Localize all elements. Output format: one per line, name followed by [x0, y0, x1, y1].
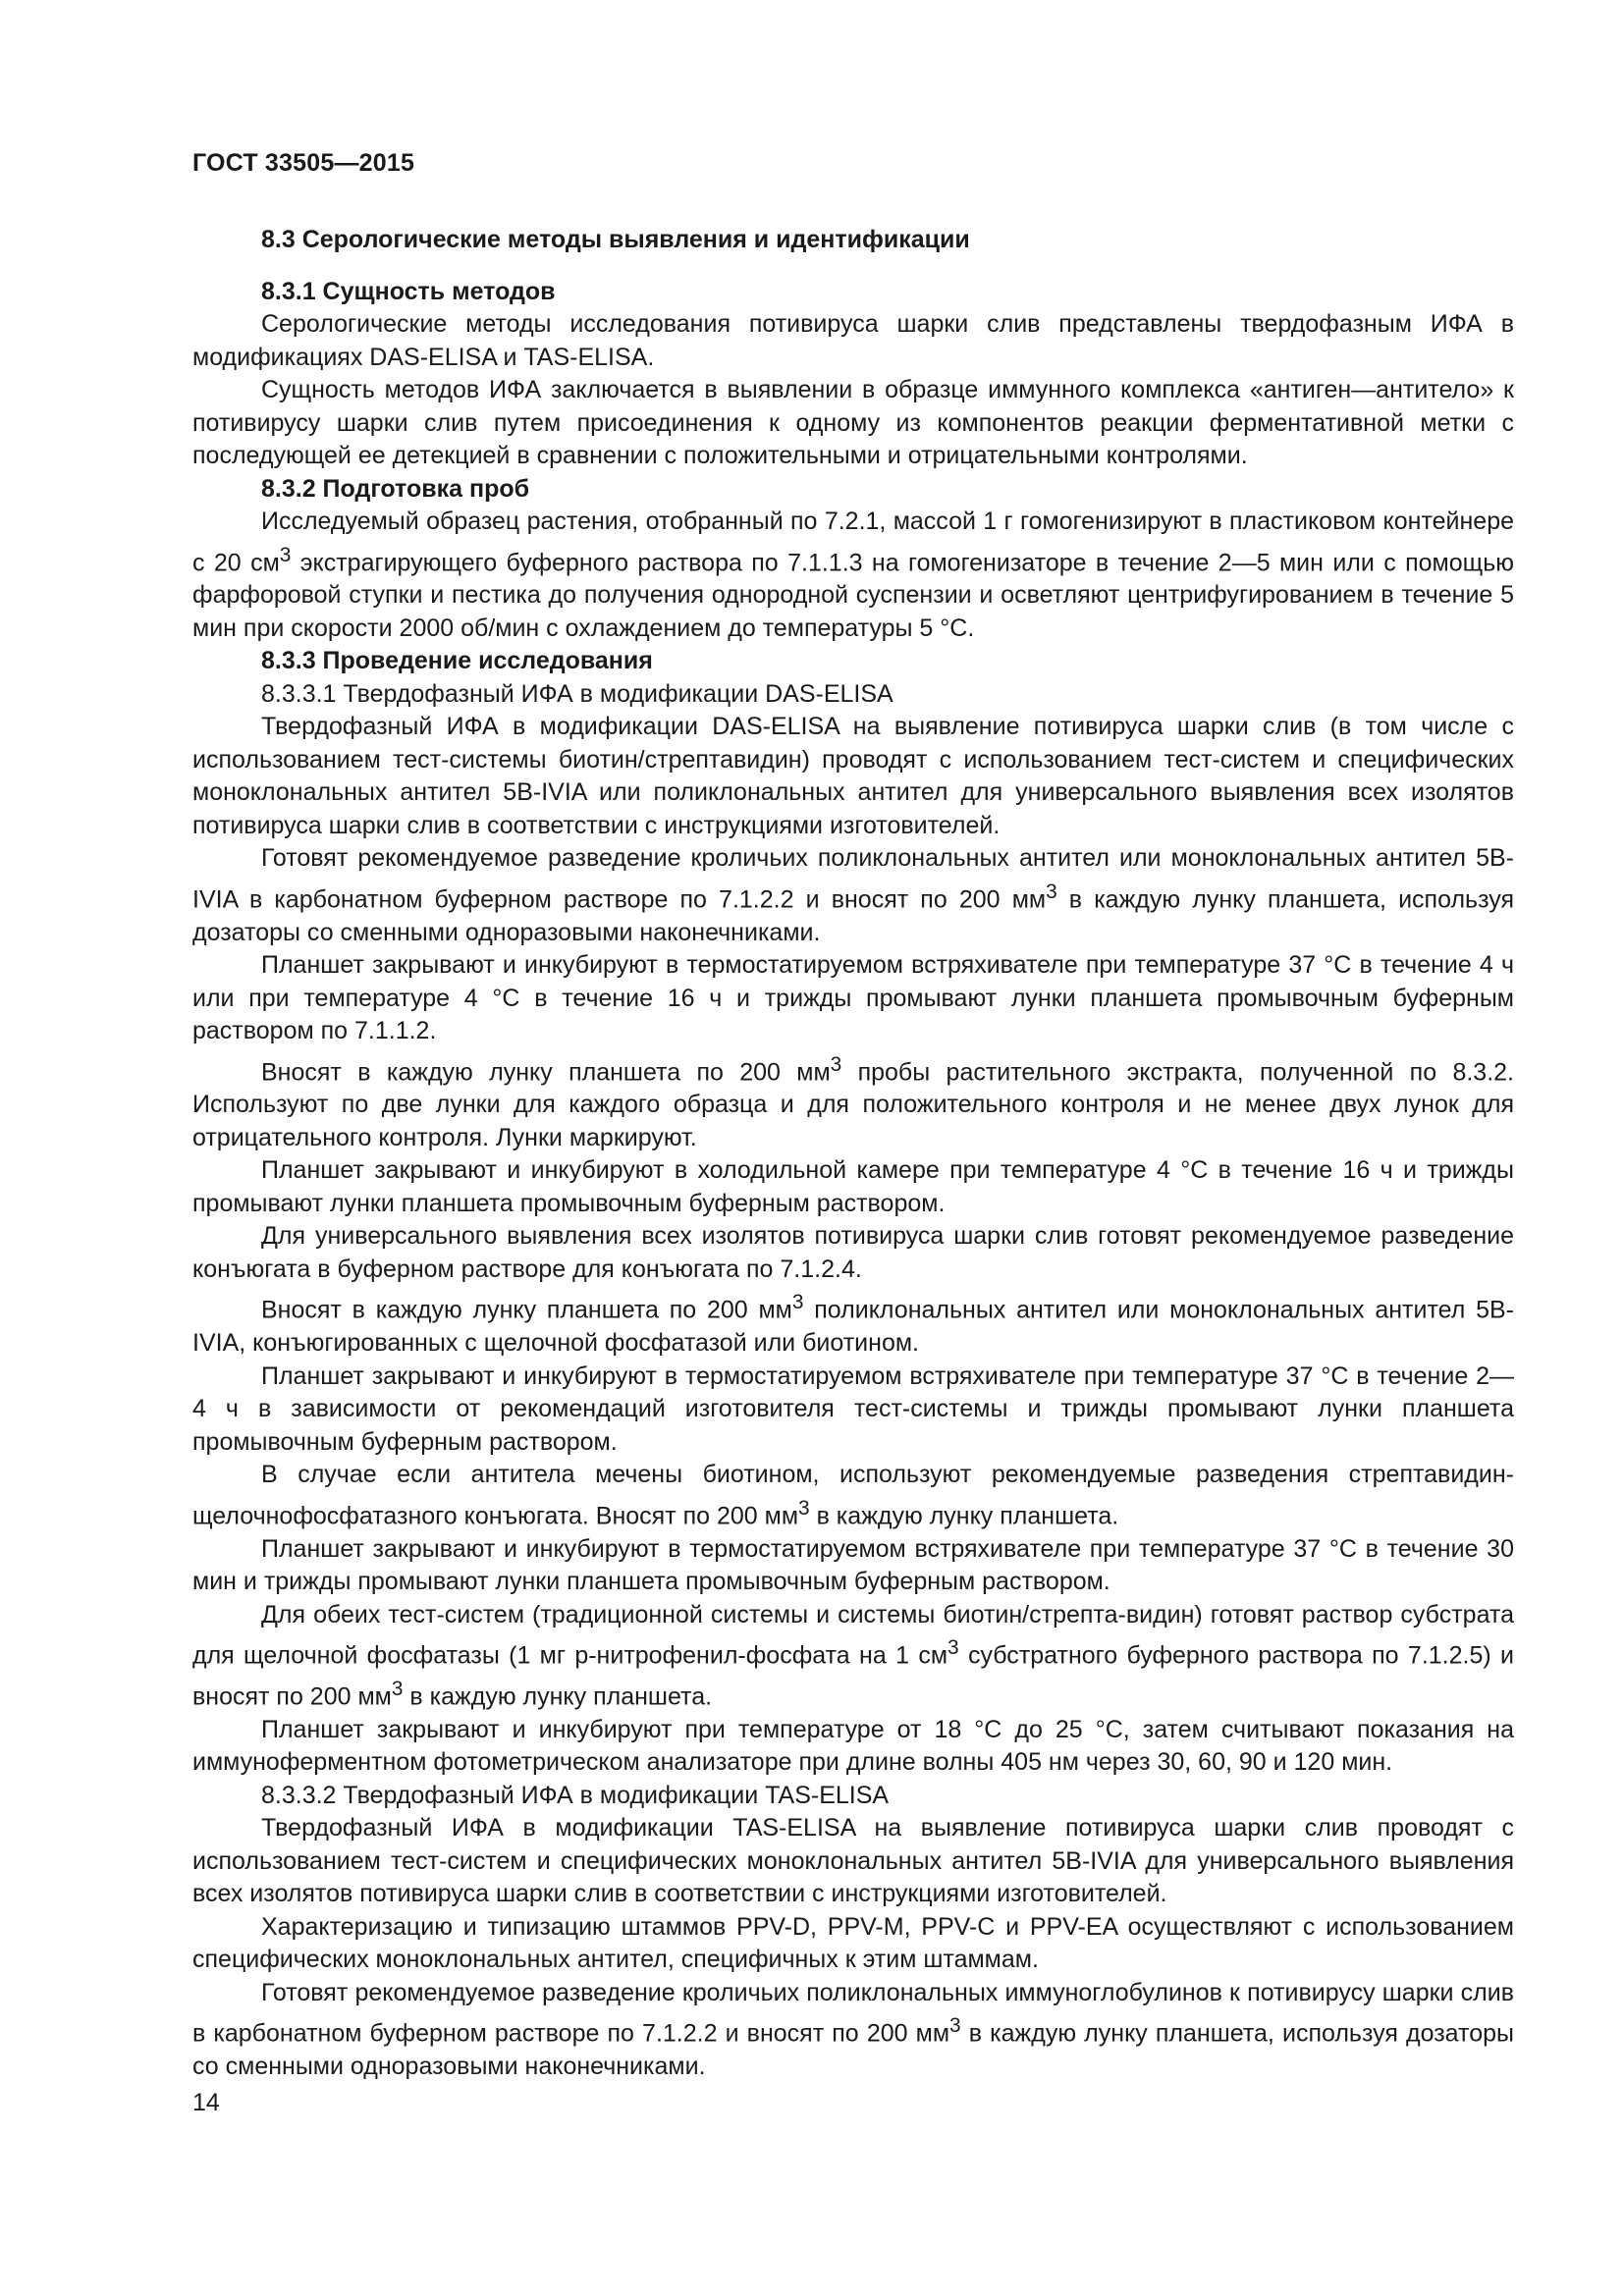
section-heading-8-3-1: 8.3.1 Сущность методов [261, 277, 556, 305]
paragraph: Готовят рекомендуемое разведение кроличьих поликлональных иммуноглобулинов к потивирусу шарки слив в карбонатном буферном растворе по 7.1.2.2 и вносят по 200 $мм^3$ в каждую лунку планшета, используя дозаторы со сменными одноразовыми наконечниками. [192, 1978, 1514, 2081]
paragraph: Планшет закрывают и инкубируют в холодильной камере при температуре 4 °С в течение 16 ч и трижды промывают лунки планшета промывочным буферным раствором. [192, 1156, 1514, 1217]
paragraph: Характеризацию и типизацию штаммов PPV-D, PPV-M, PPV-C и PPV-EA осуществляют с использованием специфических моноклональных антител, специфичных к этим штаммам. [192, 1912, 1514, 1974]
section-heading-8-3-3: 8.3.3 Проведение исследования [261, 647, 653, 675]
section-heading-8-3: 8.3 Серологические методы выявления и идентификации [261, 226, 970, 253]
document-body [192, 224, 1514, 2084]
paragraph: Для универсального выявления всех изолятов потивируса шарки слив готовят рекомендуемое разведение конъюгата в буферном растворе для конъюгата по 7.1.2.4. [192, 1222, 1514, 1283]
paragraph: Планшет закрывают и инкубируют в термостатируемом встряхивателе при температуре 37 °С в течение 2—4 ч в зависимости от рекомендаций изготовителя тест-системы и трижды промывают лунки планшета промывочным буферным раствором. [192, 1362, 1514, 1456]
subsection-heading-8-3-3-1: 8.3.3.1 Твердофазный ИФА в модификации DAS-ELISA [261, 679, 893, 708]
paragraph: Планшет закрывают и инкубируют в термостатируемом встряхивателе при температуре 37 °С в течение 30 мин и трижды промывают лунки планшета промывочным буферным раствором. [192, 1534, 1514, 1596]
page-number: 14 [192, 2089, 220, 2116]
paragraph: Твердофазный ИФА в модификации TAS-ELISA на выявление потивируса шарки слив проводят с использованием тест-систем и специфических моноклональных антител 5B-IVIA для универсального выявления всех изолятов потивируса шарки слив в соответствии с инструкциями изготовителей. [192, 1814, 1514, 1908]
section-heading-8-3-2: 8.3.2 Подготовка проб [261, 474, 530, 503]
subsection-heading-8-3-3-2: 8.3.3.2 Твердофазный ИФА в модификации TAS-ELISA [261, 1781, 890, 1809]
document-id-header: ГОСТ 33505—2015 [192, 149, 415, 177]
paragraph: Вносят в каждую лунку планшета по 200 $мм^3$ поликлональных антител или моноклональных антител 5B-IVIA, конъюгированных с щелочной фосфатазой или биотином. [192, 1291, 1515, 1358]
paragraph: Планшет закрывают и инкубируют при температуре от 18 °С до 25 °С, затем считывают показания на иммуноферментном фотометрическом анализаторе при длине волны 405 нм через 30, 60, 90 и 120 мин. [192, 1715, 1514, 1777]
paragraph: Исследуемый образец растения, отобранный по 7.2.1, массой 1 г гомогенизируют в пластиковом контейнере с 20 $см^3$ экстрагирующего буферного раствора по 7.1.1.3 на гомогенизаторе в течение 2—5 мин или с помощью фарфоровой ступки и пестика до получения однородной суспензии и осветляют центрифугированием в течение 5 мин при скорости 2000 об/мин с охлаждением до температуры 5 °С. [192, 507, 1514, 642]
paragraph: Для обеих тест-систем (традиционной системы и системы биотин/стрепта-видин) готовят раствор субстрата для щелочной фосфатазы (1 мг р-нитрофенил-фосфата на 1 $см^3$ субстратного буферного раствора по 7.1.2.5) и вносят по 200 $мм^3$ в каждую лунку планшета. [192, 1600, 1514, 1711]
paragraph: Вносят в каждую лунку планшета по 200 $мм^3$ пробы растительного экстракта, полученной по 8.3.2. Используют по две лунки для каждого образца и для положительного контроля и не менее двух лунок для отрицательного контроля. Лунки маркируют. [192, 1052, 1514, 1151]
paragraph: В случае если антитела мечены биотином, используют рекомендуемые разведения стрептавидин-щелочнофосфатазного конъюгата. Вносят по 200 $мм^3$ в каждую лунку планшета. [192, 1461, 1514, 1530]
paragraph: Планшет закрывают и инкубируют в термостатируемом встряхивателе при температуре 37 °С в течение 4 ч или при температуре 4 °С в течение 16 ч и трижды промывают лунки планшета промывочным буферным раствором по 7.1.1.2. [192, 951, 1514, 1045]
paragraph: Серологические методы исследования потивируса шарки слив представлены твердофазным ИФА в модификациях DAS-ELISA и TAS-ELISA. [192, 310, 1514, 371]
paragraph: Готовят рекомендуемое разведение кроличьих поликлональных антител или моноклональных антител 5B-IVIA в карбонатном буферном растворе по 7.1.2.2 и вносят по 200 $мм^3$ в каждую лунку планшета, используя дозаторы со сменными одноразовыми наконечниками. [192, 844, 1515, 946]
paragraph: Твердофазный ИФА в модификации DAS-ELISA на выявление потивируса шарки слив (в том числе с использованием тест-системы биотин/стрептавидин) проводят с использованием тест-систем и специфических моноклональных антител 5B-IVIA или поликлональных антител для универсального выявления всех изолятов потивируса шарки слив в соответствии с инструкциями изготовителей. [192, 713, 1514, 839]
paragraph: Сущность методов ИФА заключается в выявлении в образце иммунного комплекса «антиген—антитело» к потивирусу шарки слив путем присоединения к одному из компонентов реакции ферментативной метки с последующей ее детекцией в сравнении с положительными и отрицательными контролями. [192, 376, 1514, 469]
